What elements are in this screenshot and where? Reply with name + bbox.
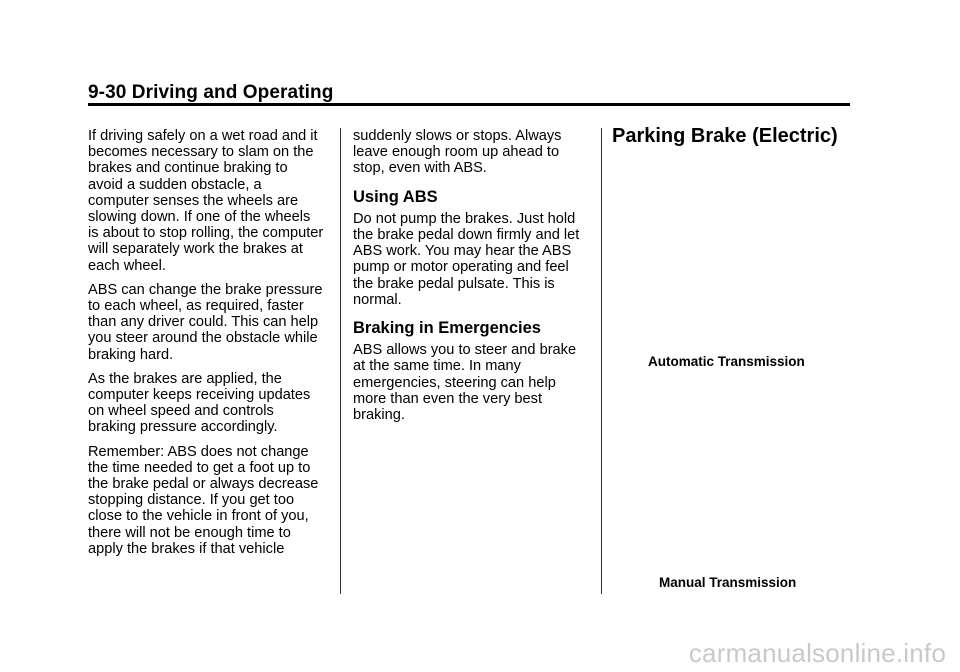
header-rule <box>88 103 850 106</box>
column-divider <box>340 128 341 594</box>
column-right <box>612 125 852 147</box>
paragraph-continuation: suddenly slows or stops. Always leave enough room up ahead to stop, even with ABS. <box>353 128 562 177</box>
heading-parking-brake: Parking Brake (Electric) <box>612 125 838 147</box>
paragraph-updates: As the brakes are applied, the computer keeps receiving updates on wheel speed and controls braking pressure accordingly. <box>88 370 311 436</box>
paragraph-using-abs: Do not pump the brakes. Just hold the brake pedal down firmly and let ABS work. You may hear the ABS pump or motor operating and feel the brake pedal pulsate. This is normal. <box>353 210 580 308</box>
heading-using-abs: Using ABS <box>353 187 438 206</box>
paragraph-braking-emergencies: ABS allows you to steer and brake at the same time. In many emergencies, steering can help more than even the very best braking. <box>353 342 577 424</box>
paragraph-remember: Remember: ABS does not change the time needed to get a foot up to the brake pedal or always decrease stopping distance. If you get too close to the vehicle in front of you, there will not be enough time to apply the brakes if that vehicle <box>88 443 319 557</box>
paragraph-wet-road: If driving safely on a wet road and it becomes necessary to slam on the brakes and continue braking to avoid a sudden obstacle, a computer senses the wheels are slowing down. If one of the wheels is about to stop rolling, the computer will separately work the brakes at each wheel. <box>88 128 324 274</box>
paragraph-brake-pressure: ABS can change the brake pressure to each wheel, as required, faster than any driver could. This can help you steer around the obstacle while braking hard. <box>88 281 323 363</box>
column-middle <box>353 128 593 431</box>
caption-manual-transmission: Manual Transmission <box>659 575 797 590</box>
column-left <box>88 128 333 565</box>
caption-automatic-transmission: Automatic Transmission <box>648 354 805 369</box>
page-title: 9-30 Driving and Operating <box>88 82 334 103</box>
watermark: carmanualsonline.info <box>688 638 946 668</box>
column-divider <box>601 128 602 594</box>
heading-braking-emergencies: Braking in Emergencies <box>353 319 541 338</box>
